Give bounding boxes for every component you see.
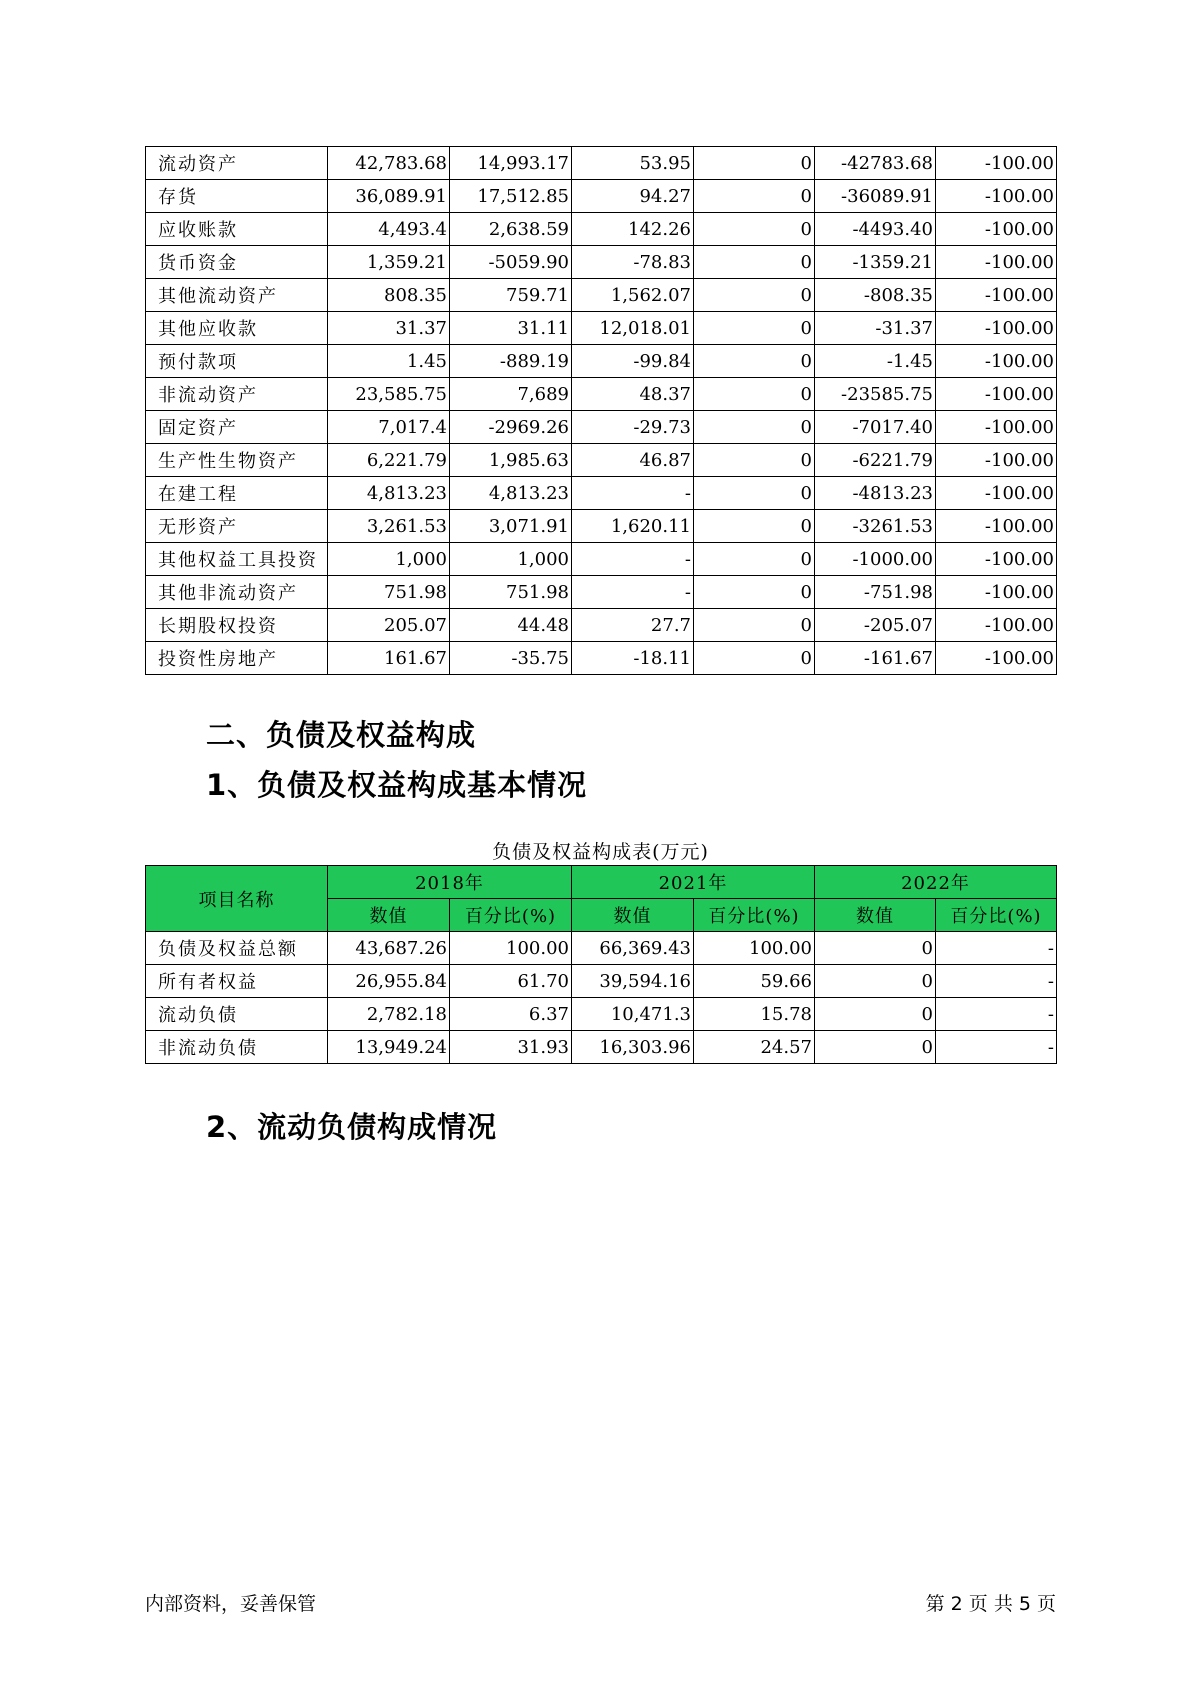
row-label: 货币资金: [146, 246, 328, 279]
table-row: [146, 246, 1057, 279]
table-cell: 808.35: [328, 279, 450, 312]
table-row: [146, 609, 1057, 642]
table-cell: 0: [694, 312, 815, 345]
table-cell: 2,782.18: [328, 998, 450, 1031]
table-cell: 1,000: [450, 543, 572, 576]
table-cell: -1.45: [815, 345, 936, 378]
row-label: 在建工程: [146, 477, 328, 510]
table-row: [146, 932, 1057, 965]
table-cell: -889.19: [450, 345, 572, 378]
table-row: [146, 411, 1057, 444]
table-row: [146, 998, 1057, 1031]
liabilities-table: [145, 865, 1057, 1064]
table-cell: 4,493.4: [328, 213, 450, 246]
table-cell: -36089.91: [815, 180, 936, 213]
row-label: 存货: [146, 180, 328, 213]
table-cell: -: [936, 965, 1057, 998]
table-cell: 100.00: [694, 932, 815, 965]
row-label: 其他权益工具投资: [146, 543, 328, 576]
header-item-name: 项目名称: [146, 866, 328, 932]
table-cell: -100.00: [936, 543, 1057, 576]
table-cell: 0: [694, 609, 815, 642]
table-cell: -35.75: [450, 642, 572, 675]
row-label: 固定资产: [146, 411, 328, 444]
table-row: [146, 642, 1057, 675]
table-cell: 142.26: [572, 213, 694, 246]
table-row: [146, 477, 1057, 510]
table-cell: 0: [694, 543, 815, 576]
row-label: 非流动资产: [146, 378, 328, 411]
table-cell: -7017.40: [815, 411, 936, 444]
header-pct: 百分比(%): [450, 899, 572, 932]
table-cell: 1,620.11: [572, 510, 694, 543]
table-cell: -100.00: [936, 477, 1057, 510]
table-cell: 10,471.3: [572, 998, 694, 1031]
table-cell: -: [936, 1031, 1057, 1064]
table-cell: 0: [815, 1031, 936, 1064]
header-value: 数值: [815, 899, 936, 932]
table-cell: 4,813.23: [450, 477, 572, 510]
table-cell: 0: [694, 147, 815, 180]
table-cell: 16,303.96: [572, 1031, 694, 1064]
sub-heading-1: 1、负债及权益构成基本情况: [206, 768, 588, 802]
table-cell: -808.35: [815, 279, 936, 312]
header-year-2021: 2021年: [572, 866, 815, 899]
table-cell: -1000.00: [815, 543, 936, 576]
table-row: [146, 576, 1057, 609]
table-cell: -23585.75: [815, 378, 936, 411]
table-cell: -2969.26: [450, 411, 572, 444]
table-cell: 751.98: [328, 576, 450, 609]
row-label: 生产性生物资产: [146, 444, 328, 477]
row-label: 非流动负债: [146, 1031, 328, 1064]
table-cell: 44.48: [450, 609, 572, 642]
table-cell: 15.78: [694, 998, 815, 1031]
section-heading: 二、负债及权益构成: [206, 718, 477, 752]
table-cell: -205.07: [815, 609, 936, 642]
row-label: 其他非流动资产: [146, 576, 328, 609]
table-cell: 53.95: [572, 147, 694, 180]
header-pct: 百分比(%): [936, 899, 1057, 932]
liabilities-table-header: [146, 866, 1057, 932]
row-label: 流动资产: [146, 147, 328, 180]
table-cell: -4813.23: [815, 477, 936, 510]
table-cell: 39,594.16: [572, 965, 694, 998]
row-label: 预付款项: [146, 345, 328, 378]
table-cell: -6221.79: [815, 444, 936, 477]
table-cell: 31.93: [450, 1031, 572, 1064]
table-cell: 7,689: [450, 378, 572, 411]
table-cell: 17,512.85: [450, 180, 572, 213]
table-row: [146, 213, 1057, 246]
table-caption: 负债及权益构成表(万元): [492, 841, 709, 863]
table-cell: -100.00: [936, 378, 1057, 411]
table-cell: -100.00: [936, 312, 1057, 345]
table-cell: 0: [694, 411, 815, 444]
table-row: [146, 543, 1057, 576]
table-row: [146, 345, 1057, 378]
asset-table-body: [146, 147, 1057, 675]
table-cell: -: [572, 576, 694, 609]
table-cell: 0: [694, 378, 815, 411]
table-cell: -29.73: [572, 411, 694, 444]
row-label: 其他应收款: [146, 312, 328, 345]
table-cell: -1359.21: [815, 246, 936, 279]
table-cell: 0: [694, 444, 815, 477]
table-cell: 12,018.01: [572, 312, 694, 345]
table-cell: -5059.90: [450, 246, 572, 279]
table-cell: -3261.53: [815, 510, 936, 543]
table-cell: 36,089.91: [328, 180, 450, 213]
table-cell: 1,000: [328, 543, 450, 576]
table-cell: 6,221.79: [328, 444, 450, 477]
header-year-2018: 2018年: [328, 866, 572, 899]
row-label: 负债及权益总额: [146, 932, 328, 965]
table-row: [146, 279, 1057, 312]
table-cell: -100.00: [936, 510, 1057, 543]
table-cell: 1,985.63: [450, 444, 572, 477]
table-cell: -: [572, 477, 694, 510]
table-row: [146, 180, 1057, 213]
table-cell: 48.37: [572, 378, 694, 411]
table-cell: -100.00: [936, 609, 1057, 642]
table-cell: 31.11: [450, 312, 572, 345]
table-cell: 0: [694, 213, 815, 246]
table-cell: -78.83: [572, 246, 694, 279]
table-cell: 46.87: [572, 444, 694, 477]
sub-heading-2: 2、流动负债构成情况: [206, 1110, 498, 1144]
table-row: [146, 510, 1057, 543]
table-cell: -751.98: [815, 576, 936, 609]
table-cell: -99.84: [572, 345, 694, 378]
table-cell: 0: [694, 477, 815, 510]
table-cell: -100.00: [936, 147, 1057, 180]
table-row: [146, 147, 1057, 180]
table-cell: -100.00: [936, 213, 1057, 246]
table-cell: 26,955.84: [328, 965, 450, 998]
row-label: 应收账款: [146, 213, 328, 246]
row-label: 长期股权投资: [146, 609, 328, 642]
table-cell: -100.00: [936, 411, 1057, 444]
table-cell: -: [936, 998, 1057, 1031]
table-cell: 4,813.23: [328, 477, 450, 510]
table-cell: 13,949.24: [328, 1031, 450, 1064]
table-cell: -161.67: [815, 642, 936, 675]
row-label: 无形资产: [146, 510, 328, 543]
table-cell: 0: [815, 965, 936, 998]
table-row: [146, 965, 1057, 998]
table-cell: 59.66: [694, 965, 815, 998]
table-cell: 31.37: [328, 312, 450, 345]
table-cell: 0: [694, 345, 815, 378]
row-label: 所有者权益: [146, 965, 328, 998]
row-label: 流动负债: [146, 998, 328, 1031]
table-cell: 2,638.59: [450, 213, 572, 246]
table-cell: 205.07: [328, 609, 450, 642]
table-cell: -100.00: [936, 246, 1057, 279]
table-row: [146, 378, 1057, 411]
liabilities-table-body: [146, 932, 1057, 1064]
table-cell: 0: [694, 510, 815, 543]
header-value: 数值: [328, 899, 450, 932]
table-cell: -31.37: [815, 312, 936, 345]
table-cell: 23,585.75: [328, 378, 450, 411]
table-cell: 42,783.68: [328, 147, 450, 180]
header-pct: 百分比(%): [694, 899, 815, 932]
table-cell: -42783.68: [815, 147, 936, 180]
table-cell: -18.11: [572, 642, 694, 675]
table-cell: 6.37: [450, 998, 572, 1031]
table-cell: 0: [694, 246, 815, 279]
table-row: [146, 312, 1057, 345]
table-cell: -100.00: [936, 180, 1057, 213]
header-year-2022: 2022年: [815, 866, 1057, 899]
table-cell: 27.7: [572, 609, 694, 642]
table-cell: 1,359.21: [328, 246, 450, 279]
table-cell: 0: [815, 998, 936, 1031]
table-cell: 759.71: [450, 279, 572, 312]
table-cell: -100.00: [936, 576, 1057, 609]
table-cell: 3,071.91: [450, 510, 572, 543]
table-row: [146, 1031, 1057, 1064]
table-row: [146, 444, 1057, 477]
row-label: 投资性房地产: [146, 642, 328, 675]
row-label: 其他流动资产: [146, 279, 328, 312]
table-cell: 1.45: [328, 345, 450, 378]
table-cell: 43,687.26: [328, 932, 450, 965]
table-cell: 66,369.43: [572, 932, 694, 965]
table-cell: 14,993.17: [450, 147, 572, 180]
table-cell: 1,562.07: [572, 279, 694, 312]
table-cell: 0: [694, 642, 815, 675]
table-cell: -4493.40: [815, 213, 936, 246]
table-cell: 94.27: [572, 180, 694, 213]
table-cell: -: [936, 932, 1057, 965]
footer-page-number: 第 2 页 共 5 页: [925, 1593, 1056, 1615]
table-cell: 24.57: [694, 1031, 815, 1064]
table-cell: -100.00: [936, 279, 1057, 312]
table-cell: 100.00: [450, 932, 572, 965]
table-cell: 0: [694, 576, 815, 609]
table-cell: 61.70: [450, 965, 572, 998]
table-cell: 0: [694, 279, 815, 312]
table-cell: 3,261.53: [328, 510, 450, 543]
asset-table: [145, 146, 1057, 675]
footer-confidential-note: 内部资料，妥善保管: [145, 1593, 317, 1615]
table-cell: 161.67: [328, 642, 450, 675]
table-cell: -: [572, 543, 694, 576]
table-cell: -100.00: [936, 444, 1057, 477]
header-value: 数值: [572, 899, 694, 932]
table-cell: -100.00: [936, 345, 1057, 378]
table-cell: 0: [815, 932, 936, 965]
table-cell: 751.98: [450, 576, 572, 609]
table-cell: -100.00: [936, 642, 1057, 675]
table-cell: 7,017.4: [328, 411, 450, 444]
table-cell: 0: [694, 180, 815, 213]
